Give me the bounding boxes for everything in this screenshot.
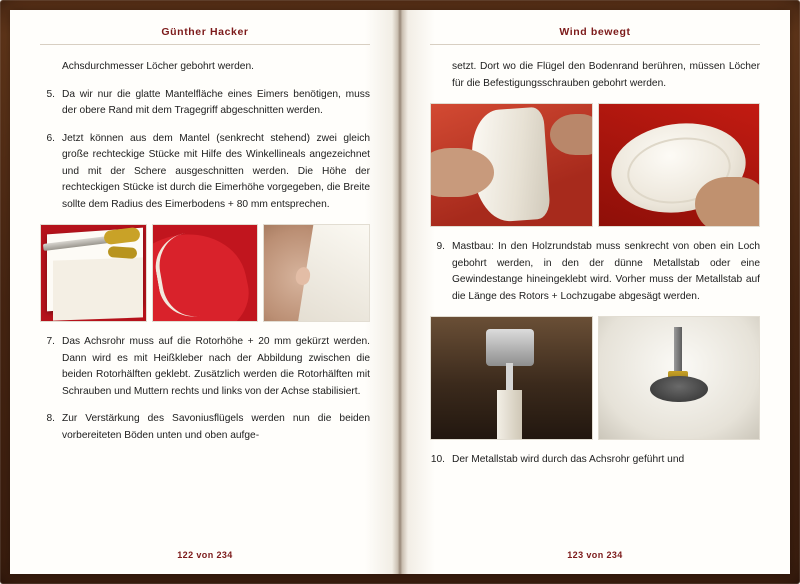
list-item bbox=[430, 452, 760, 469]
list-item-number: 10. bbox=[430, 454, 445, 465]
paragraph: Achsdurchmesser Löcher gebohrt werden. bbox=[62, 61, 254, 72]
list-item-text: Da wir nur die glatte Mantelfläche eines Eimers benötigen, muss der obere Rand mit dem Tragegriff abgeschnitten werden. bbox=[62, 88, 370, 116]
right-page bbox=[400, 10, 790, 574]
list-item bbox=[40, 334, 370, 400]
figure-row bbox=[430, 103, 760, 227]
list-item-number: 6. bbox=[46, 132, 55, 144]
list-item-number: 7. bbox=[46, 336, 55, 347]
left-running-head: Günther Hacker bbox=[40, 26, 370, 45]
left-page-content bbox=[40, 59, 370, 444]
figure-row bbox=[430, 316, 760, 440]
white-lid-in-hand-photo bbox=[598, 103, 761, 227]
list-item-text: Jetzt können aus dem Mantel (senkrecht stehend) zwei gleich große rechteckige Stücke mit Hilfe des Winkellineals angezeichnet und mit der Schere ausgeschnitten werden. Die Höhe der rechteckigen Stücke ist durch die Eimerhöhe vorgegeben, die Breite sollte dem Radius des Eimerbodens + 80 mm entsprechen. bbox=[62, 132, 370, 210]
list-item-number: 9. bbox=[436, 241, 445, 252]
list-item-number: 5. bbox=[46, 88, 55, 100]
right-running-head: Wind bewegt bbox=[430, 26, 760, 45]
metal-rod-in-base-photo bbox=[598, 316, 761, 440]
right-page-content bbox=[430, 59, 760, 469]
drill-press-with-dowel-photo bbox=[430, 316, 593, 440]
list-item-number: 8. bbox=[46, 413, 55, 424]
list-item-text: Der Metallstab wird durch das Achsrohr geführt und bbox=[452, 454, 685, 465]
list-item bbox=[40, 131, 370, 214]
list-item bbox=[40, 87, 370, 120]
figure-row bbox=[40, 224, 370, 322]
left-folio: 122 von 234 bbox=[177, 550, 233, 560]
paragraph: setzt. Dort wo die Flügel den Bodenrand berühren, müssen Löcher für die Befestigungsschrauben gebohrt werden. bbox=[452, 61, 760, 89]
list-item-text: Mastbau: In den Holzrundstab muss senkrecht von oben ein Loch gebohrt werden, in den der dünne Metallstab oder eine Gewindestange hineingeklebt wird. Vorher muss der Metallstab auf die Länge des Rotors + Lochzugabe abgesägt werden. bbox=[452, 241, 760, 302]
left-page bbox=[10, 10, 400, 574]
right-folio: 123 von 234 bbox=[567, 550, 623, 560]
hand-holding-white-piece-photo bbox=[263, 224, 370, 322]
page-spread bbox=[10, 10, 790, 574]
list-item-text: Zur Verstärkung des Savoniusflügels werden nun die beiden vorbereiteten Böden unten und oben aufge- bbox=[62, 413, 370, 441]
red-bucket-strip-photo bbox=[152, 224, 259, 322]
scissors-on-white-sheet-photo bbox=[40, 224, 147, 322]
hands-rolling-sheet-photo bbox=[430, 103, 593, 227]
list-item-text: Das Achsrohr muss auf die Rotorhöhe + 20 mm gekürzt werden. Dann wird es mit Heißkleber nach der Abbildung zwischen die beiden Rotorhälften geklebt. Zusätzlich werden die Rotorhälften mit Schrauben und Muttern rechts und links von der Achse stabilisiert. bbox=[62, 336, 370, 397]
list-item bbox=[430, 239, 760, 305]
list-item bbox=[40, 411, 370, 444]
